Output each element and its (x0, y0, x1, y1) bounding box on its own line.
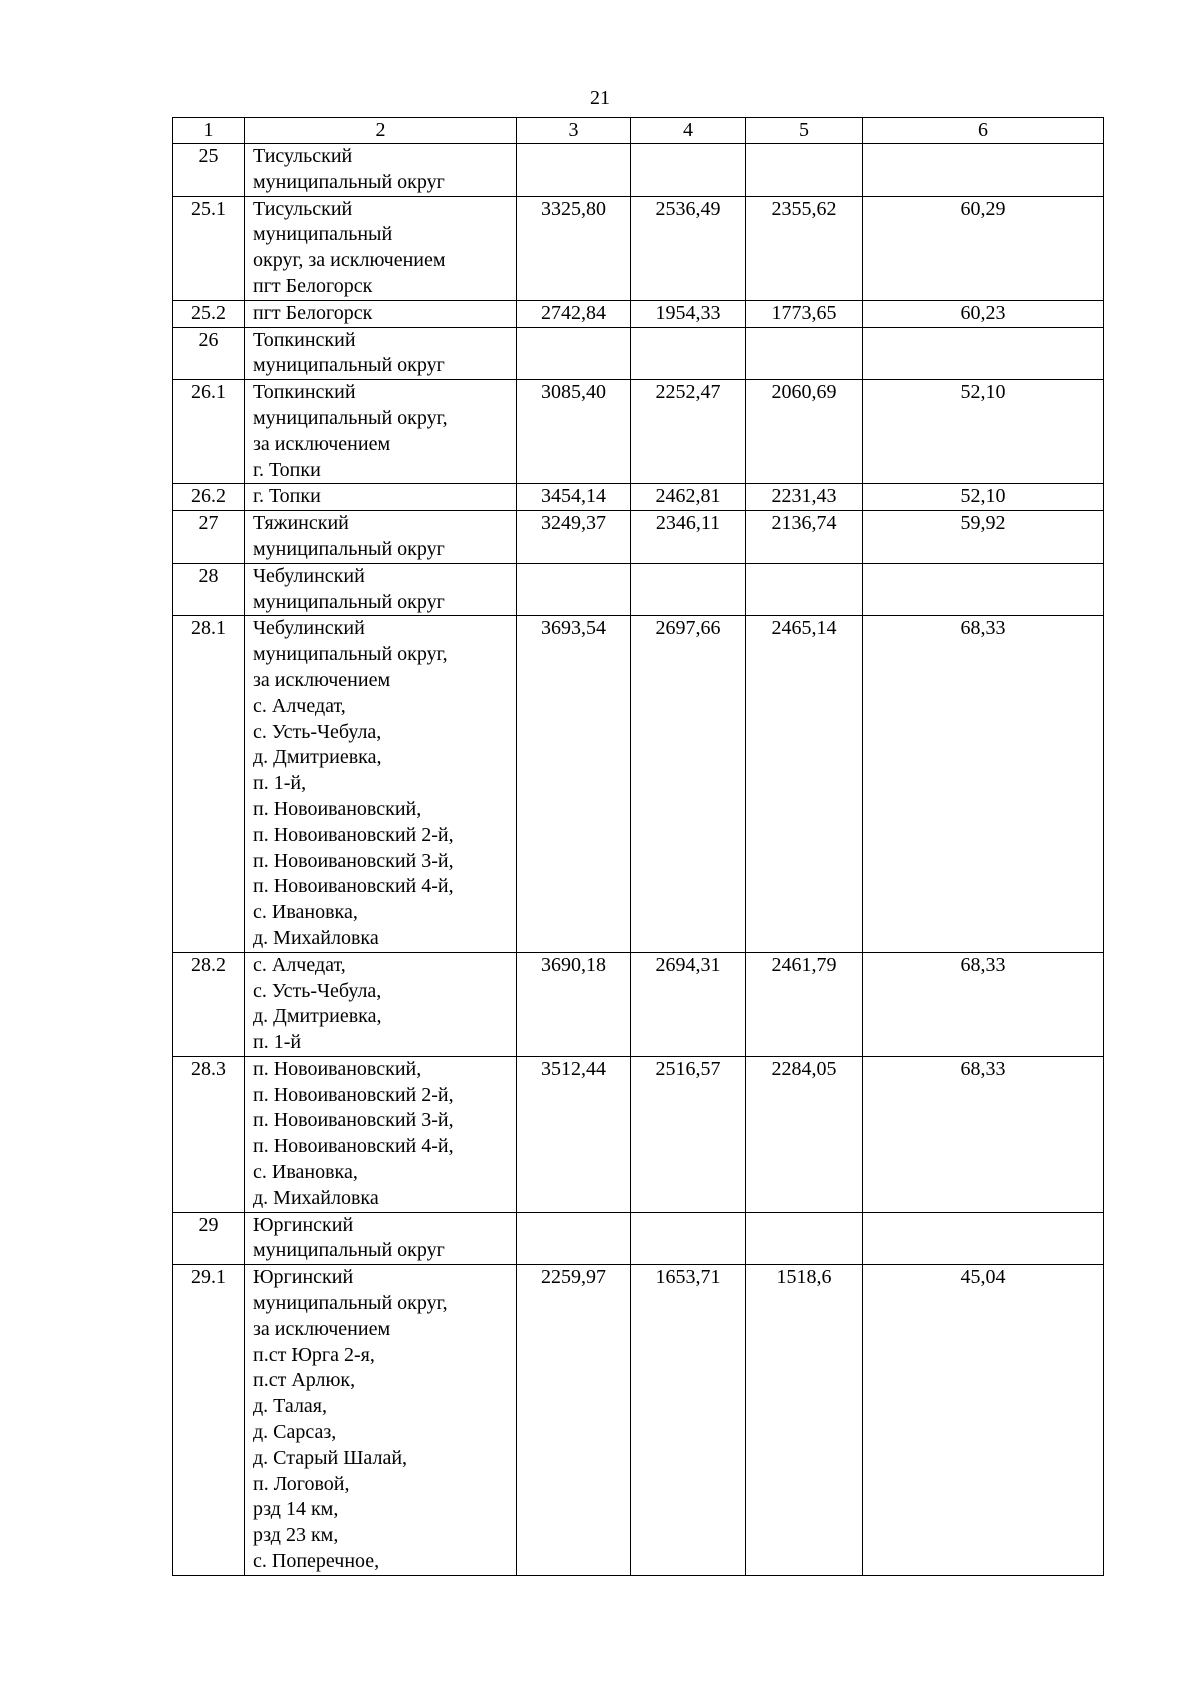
table-row (173, 952, 1104, 1056)
value-col-6 (863, 144, 1104, 197)
column-header-1: 1 (173, 118, 245, 144)
territory-name: Тисульский муниципальный округ (245, 144, 517, 197)
value-col-3 (517, 1212, 631, 1265)
column-header-5: 5 (746, 118, 863, 144)
table-row (173, 196, 1104, 300)
row-number: 29.1 (173, 1265, 245, 1576)
row-number: 25 (173, 144, 245, 197)
value-col-4 (631, 327, 746, 380)
value-col-6: 59,92 (863, 511, 1104, 564)
value-col-3 (517, 144, 631, 197)
value-col-4: 2697,66 (631, 616, 746, 952)
row-number: 26.2 (173, 484, 245, 511)
value-col-6: 68,33 (863, 1056, 1104, 1212)
value-col-5 (746, 144, 863, 197)
table-row (173, 616, 1104, 952)
value-col-3: 2259,97 (517, 1265, 631, 1576)
value-col-5: 2231,43 (746, 484, 863, 511)
value-col-3: 3325,80 (517, 196, 631, 300)
value-col-6: 52,10 (863, 484, 1104, 511)
value-col-4 (631, 1212, 746, 1265)
row-number: 28.1 (173, 616, 245, 952)
table-body (173, 144, 1104, 1576)
column-header-2: 2 (245, 118, 517, 144)
value-col-3 (517, 327, 631, 380)
territory-name: п. Новоивановский, п. Новоивановский 2-й, п. Новоивановский 3-й, п. Новоивановский 4-й, с. Ивановка, д. Михайловка (245, 1056, 517, 1212)
value-col-3: 3693,54 (517, 616, 631, 952)
value-col-4 (631, 563, 746, 616)
value-col-3: 3085,40 (517, 380, 631, 484)
row-number: 28 (173, 563, 245, 616)
row-number: 29 (173, 1212, 245, 1265)
row-number: 25.2 (173, 300, 245, 327)
value-col-6 (863, 1212, 1104, 1265)
table-row (173, 327, 1104, 380)
table-row (173, 511, 1104, 564)
table-row (173, 1056, 1104, 1212)
territory-name: г. Топки (245, 484, 517, 511)
value-col-5 (746, 327, 863, 380)
territory-name: Тисульский муниципальный округ, за исключением пгт Белогорск (245, 196, 517, 300)
table-row (173, 484, 1104, 511)
column-header-6: 6 (863, 118, 1104, 144)
table-row (173, 300, 1104, 327)
value-col-4: 2694,31 (631, 952, 746, 1056)
value-col-5: 2465,14 (746, 616, 863, 952)
value-col-6: 60,29 (863, 196, 1104, 300)
table-header-row (173, 118, 1104, 144)
value-col-4: 2252,47 (631, 380, 746, 484)
value-col-5: 1773,65 (746, 300, 863, 327)
territory-name: Тяжинский муниципальный округ (245, 511, 517, 564)
value-col-6: 68,33 (863, 616, 1104, 952)
territory-name: Топкинский муниципальный округ, за исключением г. Топки (245, 380, 517, 484)
value-col-5: 1518,6 (746, 1265, 863, 1576)
column-header-3: 3 (517, 118, 631, 144)
page-number: 21 (590, 87, 610, 109)
value-col-3: 3249,37 (517, 511, 631, 564)
value-col-4: 2516,57 (631, 1056, 746, 1212)
territory-name: Юргинский муниципальный округ (245, 1212, 517, 1265)
value-col-6 (863, 327, 1104, 380)
value-col-6 (863, 563, 1104, 616)
value-col-3 (517, 563, 631, 616)
value-col-4: 1653,71 (631, 1265, 746, 1576)
territory-name: Чебулинский муниципальный округ, за исключением с. Алчедат, с. Усть-Чебула, д. Дмитриевка, п. 1-й, п. Новоивановский, п. Новоивановский 2-й, п. Новоивановский 3-й, п. Новоивановский 4-й, с. Ивановка, д. Михайловка (245, 616, 517, 952)
value-col-6: 52,10 (863, 380, 1104, 484)
territory-name: Чебулинский муниципальный округ (245, 563, 517, 616)
value-col-4: 1954,33 (631, 300, 746, 327)
value-col-3: 3454,14 (517, 484, 631, 511)
territory-name: пгт Белогорск (245, 300, 517, 327)
value-col-5 (746, 563, 863, 616)
value-col-5: 2060,69 (746, 380, 863, 484)
value-col-5: 2461,79 (746, 952, 863, 1056)
row-number: 26 (173, 327, 245, 380)
table-row (173, 1212, 1104, 1265)
tariff-table (172, 117, 1104, 1576)
value-col-5: 2284,05 (746, 1056, 863, 1212)
row-number: 28.2 (173, 952, 245, 1056)
territory-name: Юргинский муниципальный округ, за исключением п.ст Юрга 2-я, п.ст Арлюк, д. Талая, д. Сарсаз, д. Старый Шалай, п. Логовой, рзд 14 км, рзд 23 км, с. Поперечное, (245, 1265, 517, 1576)
value-col-4: 2346,11 (631, 511, 746, 564)
value-col-5: 2136,74 (746, 511, 863, 564)
table-row (173, 1265, 1104, 1576)
value-col-6: 45,04 (863, 1265, 1104, 1576)
value-col-6: 60,23 (863, 300, 1104, 327)
territory-name: Топкинский муниципальный округ (245, 327, 517, 380)
column-header-4: 4 (631, 118, 746, 144)
value-col-5 (746, 1212, 863, 1265)
value-col-6: 68,33 (863, 952, 1104, 1056)
row-number: 26.1 (173, 380, 245, 484)
value-col-5: 2355,62 (746, 196, 863, 300)
value-col-3: 3512,44 (517, 1056, 631, 1212)
row-number: 25.1 (173, 196, 245, 300)
table-row (173, 144, 1104, 197)
value-col-3: 2742,84 (517, 300, 631, 327)
table-row (173, 380, 1104, 484)
value-col-3: 3690,18 (517, 952, 631, 1056)
table-row (173, 563, 1104, 616)
value-col-4: 2536,49 (631, 196, 746, 300)
value-col-4: 2462,81 (631, 484, 746, 511)
territory-name: с. Алчедат, с. Усть-Чебула, д. Дмитриевка, п. 1-й (245, 952, 517, 1056)
row-number: 28.3 (173, 1056, 245, 1212)
value-col-4 (631, 144, 746, 197)
row-number: 27 (173, 511, 245, 564)
